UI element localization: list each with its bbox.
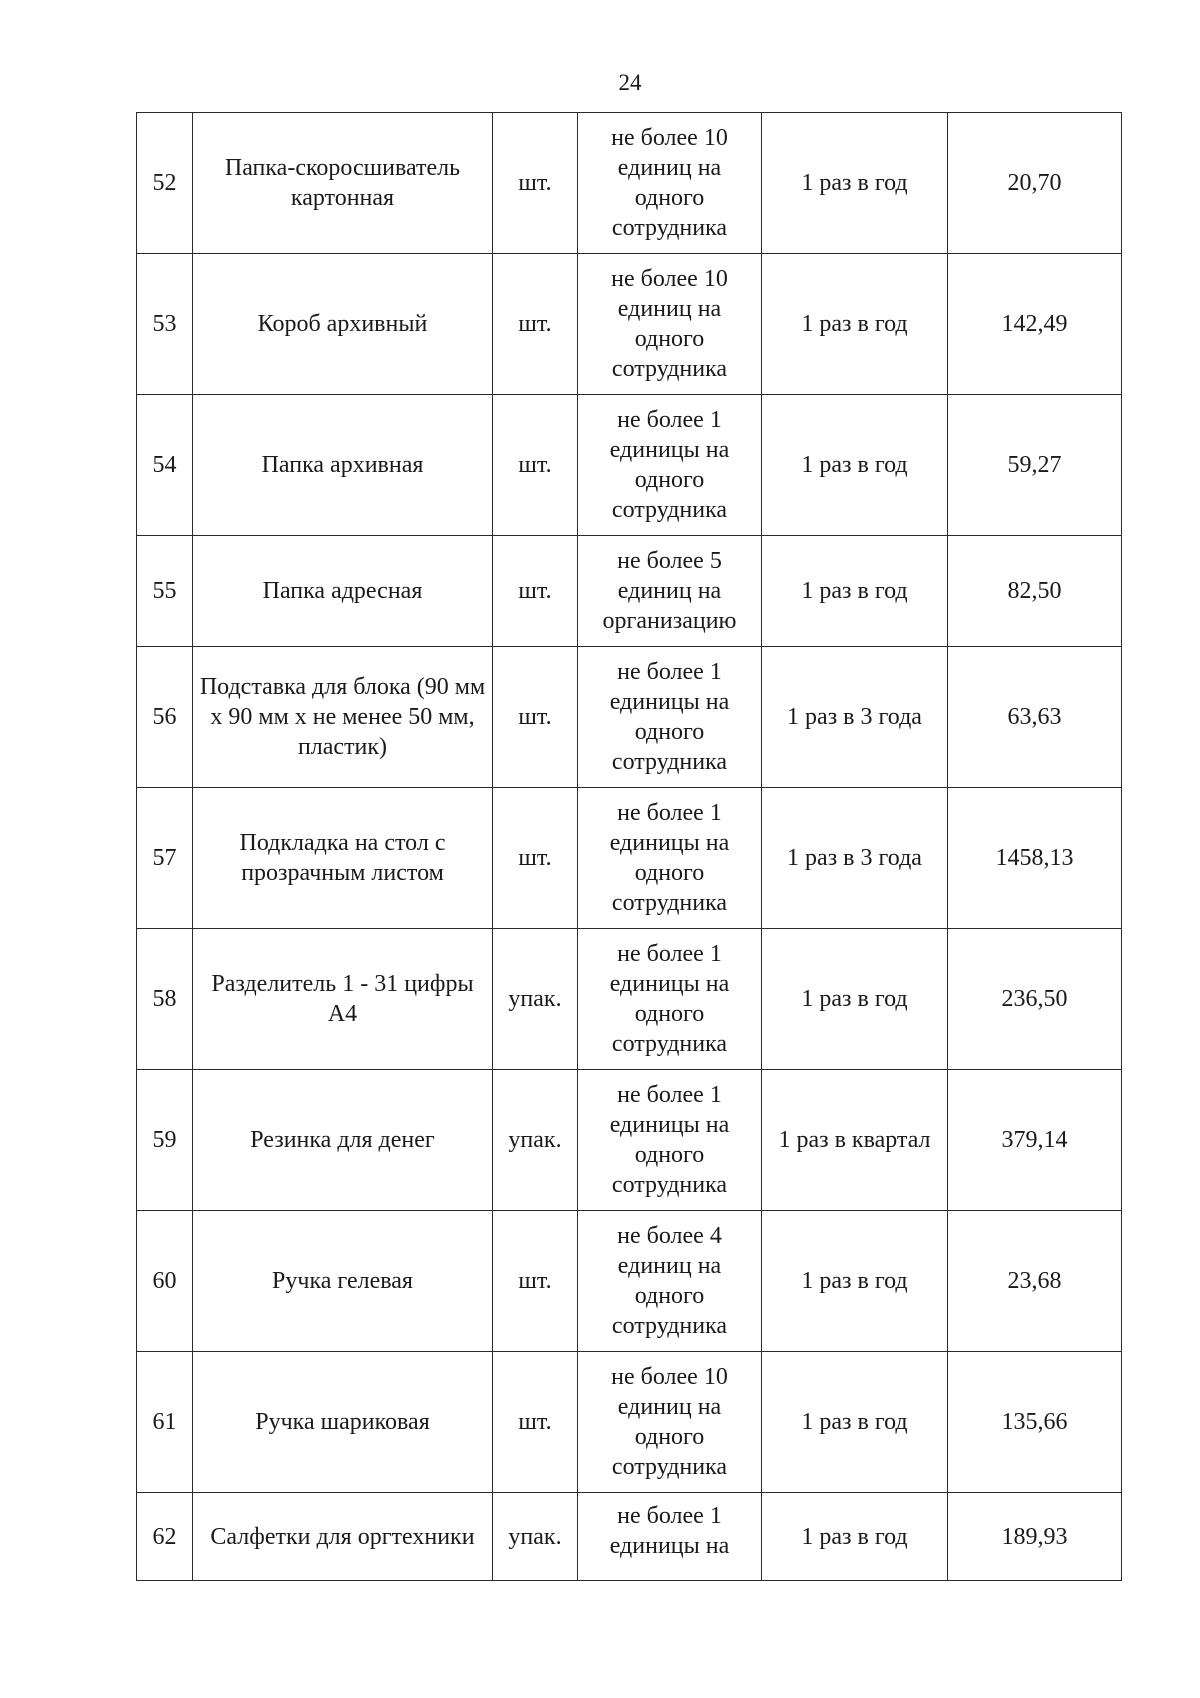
item-quantity: не более 1 единицы на одного сотрудника [578,929,762,1070]
item-quantity: не более 1 единицы на одного сотрудника [578,647,762,788]
table-row [137,1493,1122,1581]
item-frequency: 1 раз в год [762,1352,948,1493]
table-row [137,1211,1122,1352]
table-row [137,395,1122,536]
item-name: Салфетки для оргтехники [193,1493,493,1581]
item-price: 20,70 [948,113,1122,254]
item-frequency: 1 раз в год [762,536,948,647]
item-frequency: 1 раз в 3 года [762,788,948,929]
item-name: Папка архивная [193,395,493,536]
item-quantity: не более 1 единицы на [578,1493,762,1581]
item-unit: шт. [493,1211,578,1352]
item-name: Папка адресная [193,536,493,647]
item-quantity: не более 1 единицы на одного сотрудника [578,788,762,929]
item-quantity: не более 10 единиц на одного сотрудника [578,1352,762,1493]
item-price: 1458,13 [948,788,1122,929]
item-price: 23,68 [948,1211,1122,1352]
item-name: Разделитель 1 - 31 цифры А4 [193,929,493,1070]
item-frequency: 1 раз в год [762,395,948,536]
item-name: Ручка гелевая [193,1211,493,1352]
row-number: 55 [137,536,193,647]
row-number: 61 [137,1352,193,1493]
table-row [137,254,1122,395]
row-number: 56 [137,647,193,788]
item-unit: шт. [493,788,578,929]
item-price: 82,50 [948,536,1122,647]
item-quantity: не более 10 единиц на одного сотрудника [578,113,762,254]
item-unit: шт. [493,647,578,788]
item-unit: упак. [493,1493,578,1581]
row-number: 52 [137,113,193,254]
item-frequency: 1 раз в квартал [762,1070,948,1211]
table-row [137,929,1122,1070]
item-quantity: не более 1 единицы на одного сотрудника [578,395,762,536]
item-frequency: 1 раз в год [762,113,948,254]
item-unit: шт. [493,395,578,536]
item-frequency: 1 раз в год [762,1211,948,1352]
item-name: Ручка шариковая [193,1352,493,1493]
item-unit: шт. [493,536,578,647]
item-unit: шт. [493,254,578,395]
item-frequency: 1 раз в год [762,1493,948,1581]
table-row [137,1070,1122,1211]
item-price: 63,63 [948,647,1122,788]
row-number: 53 [137,254,193,395]
item-quantity: не более 4 единиц на одного сотрудника [578,1211,762,1352]
row-number: 57 [137,788,193,929]
item-name: Короб архивный [193,254,493,395]
norms-table [136,112,1122,1581]
item-unit: упак. [493,929,578,1070]
item-unit: шт. [493,1352,578,1493]
item-name: Подкладка на стол с прозрачным листом [193,788,493,929]
table-row [137,1352,1122,1493]
item-name: Папка-скоросшиватель картонная [193,113,493,254]
item-unit: упак. [493,1070,578,1211]
page-number: 24 [618,70,642,95]
table-row [137,788,1122,929]
item-quantity: не более 1 единицы на одного сотрудника [578,1070,762,1211]
item-price: 189,93 [948,1493,1122,1581]
item-price: 379,14 [948,1070,1122,1211]
item-frequency: 1 раз в год [762,254,948,395]
item-price: 135,66 [948,1352,1122,1493]
item-frequency: 1 раз в год [762,929,948,1070]
item-frequency: 1 раз в 3 года [762,647,948,788]
row-number: 54 [137,395,193,536]
item-name: Резинка для денег [193,1070,493,1211]
item-price: 142,49 [948,254,1122,395]
row-number: 58 [137,929,193,1070]
row-number: 59 [137,1070,193,1211]
item-quantity: не более 5 единиц на организацию [578,536,762,647]
table-row [137,536,1122,647]
row-number: 62 [137,1493,193,1581]
item-price: 59,27 [948,395,1122,536]
item-unit: шт. [493,113,578,254]
item-quantity: не более 10 единиц на одного сотрудника [578,254,762,395]
item-name: Подставка для блока (90 мм х 90 мм х не менее 50 мм, пластик) [193,647,493,788]
row-number: 60 [137,1211,193,1352]
table-row [137,113,1122,254]
item-price: 236,50 [948,929,1122,1070]
table-row [137,647,1122,788]
